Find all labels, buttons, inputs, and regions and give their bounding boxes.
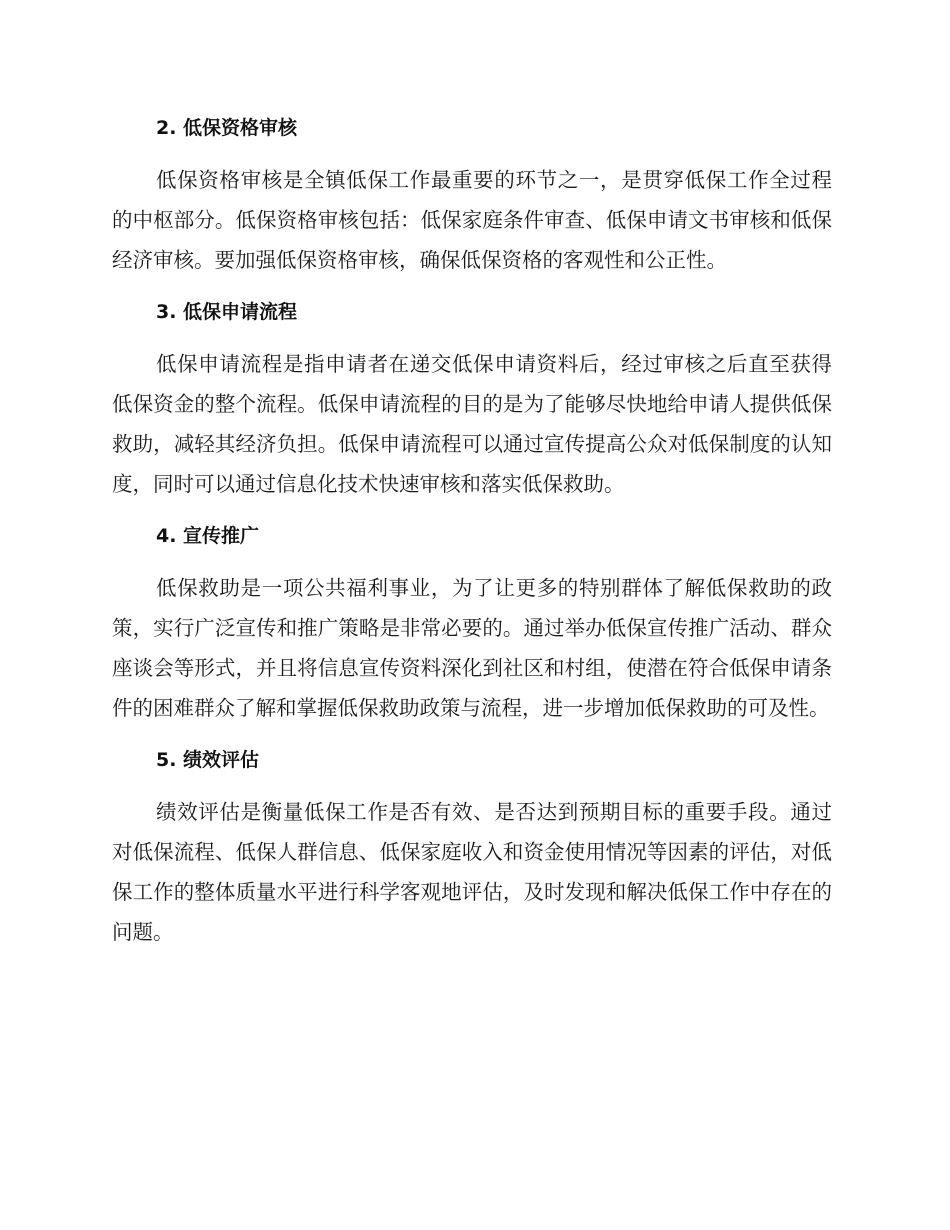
section-heading: 5. 绩效评估: [156, 749, 260, 771]
document-body: [112, 108, 832, 964]
section-heading: 4. 宣传推广: [156, 525, 260, 547]
section-heading: 2. 低保资格审核: [156, 117, 298, 139]
section-performance-evaluation: [112, 740, 832, 952]
section-paragraph: 低保资格审核是全镇低保工作最重要的环节之一，是贯穿低保工作全过程的中枢部分。低保资格审核包括：低保家庭条件审查、低保申请文书审核和低保经济审核。要加强低保资格审核，确保低保资格的客观性和公正性。: [112, 168, 832, 272]
section-publicity: [112, 516, 832, 728]
section-heading: 3. 低保申请流程: [156, 301, 298, 323]
section-paragraph: 低保申请流程是指申请者在递交低保申请资料后，经过审核之后直至获得低保资金的整个流程。低保申请流程的目的是为了能够尽快地给申请人提供低保救助，减轻其经济负担。低保申请流程可以通过宣传提高公众对低保制度的认知度，同时可以通过信息化技术快速审核和落实低保救助。: [112, 352, 832, 496]
section-eligibility-review: [112, 108, 832, 280]
section-application-process: [112, 292, 832, 504]
section-paragraph: 绩效评估是衡量低保工作是否有效、是否达到预期目标的重要手段。通过对低保流程、低保人群信息、低保家庭收入和资金使用情况等因素的评估，对低保工作的整体质量水平进行科学客观地评估，及时发现和解决低保工作中存在的问题。: [112, 800, 832, 944]
section-paragraph: 低保救助是一项公共福利事业，为了让更多的特别群体了解低保救助的政策，实行广泛宣传和推广策略是非常必要的。通过举办低保宣传推广活动、群众座谈会等形式，并且将信息宣传资料深化到社区和村组，使潜在符合低保申请条件的困难群众了解和掌握低保救助政策与流程，进一步增加低保救助的可及性。: [112, 576, 832, 720]
